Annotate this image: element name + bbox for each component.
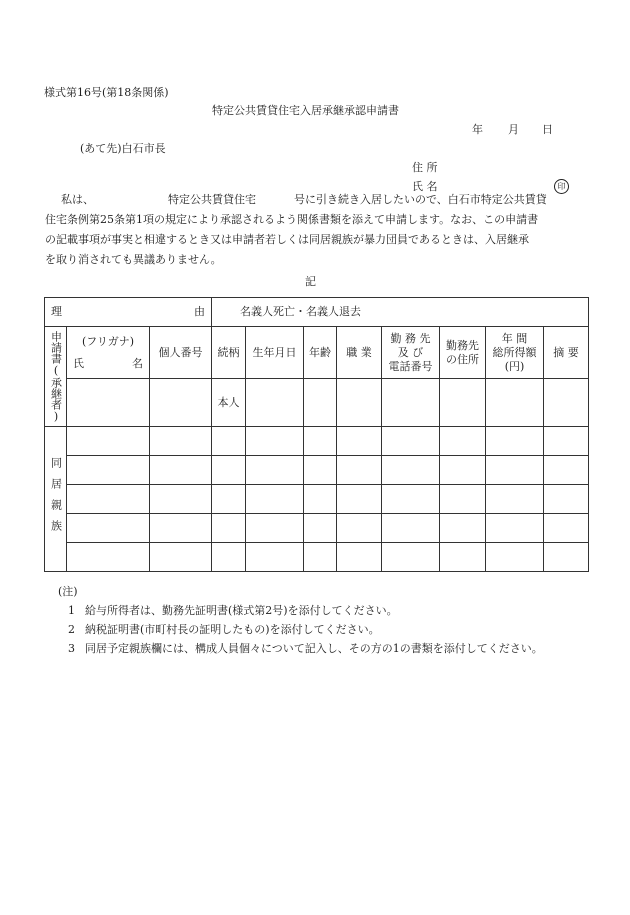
family-row bbox=[45, 485, 589, 514]
family-cell[interactable] bbox=[382, 456, 440, 485]
notes-heading: (注) bbox=[58, 585, 78, 598]
statement-line-1 bbox=[45, 190, 593, 210]
statement-line1-rest: 号に引き続き入居したいので、白石市特定公共賃貸 bbox=[294, 193, 547, 206]
note-number: 1 bbox=[68, 604, 75, 617]
col-name-a: 氏 bbox=[73, 356, 84, 370]
family-cell[interactable] bbox=[212, 456, 246, 485]
col-workplace bbox=[382, 327, 440, 379]
family-cell[interactable] bbox=[382, 514, 440, 543]
note-text: 納税証明書(市町村長の証明したもの)を添付してください。 bbox=[85, 623, 380, 636]
col-income-line3: (円) bbox=[504, 359, 525, 373]
applicant-age-cell[interactable] bbox=[304, 379, 337, 427]
family-cell[interactable] bbox=[486, 485, 544, 514]
statement-line-3: の記載事項が事実と相違するとき又は申請者若しくは同居親族が暴力団員であるときは、入居継承 bbox=[45, 233, 529, 246]
col-birth: 生年月日 bbox=[246, 327, 304, 379]
family-cell[interactable] bbox=[337, 456, 382, 485]
col-age: 年齢 bbox=[304, 327, 337, 379]
family-cell[interactable] bbox=[246, 543, 304, 572]
ki-label: 記 bbox=[305, 275, 316, 288]
family-cell[interactable] bbox=[486, 427, 544, 456]
family-cell[interactable] bbox=[246, 456, 304, 485]
col-work-address bbox=[440, 327, 486, 379]
note-number: 3 bbox=[68, 642, 75, 655]
applicant-name-cell[interactable] bbox=[67, 379, 150, 427]
applicant-job-cell[interactable] bbox=[337, 379, 382, 427]
addressee: (あて先)白石市長 bbox=[80, 142, 166, 155]
col-work-addr-line2: の住所 bbox=[446, 352, 480, 366]
family-row bbox=[45, 427, 589, 456]
reason-value: 名義人死亡・名義人退去 bbox=[212, 298, 589, 327]
statement-line-4: を取り消されても異議ありません。 bbox=[45, 253, 222, 266]
applicant-label-cell bbox=[45, 327, 67, 427]
address-label: 住 所 bbox=[412, 161, 438, 174]
family-cell[interactable] bbox=[67, 485, 150, 514]
reason-label-right: 由 bbox=[194, 305, 206, 318]
col-remarks: 摘 要 bbox=[544, 327, 589, 379]
family-cell[interactable] bbox=[382, 427, 440, 456]
family-cell[interactable] bbox=[337, 485, 382, 514]
family-cell[interactable] bbox=[304, 543, 337, 572]
seal-icon: 印 bbox=[554, 179, 569, 194]
family-row bbox=[45, 543, 589, 572]
note-item bbox=[68, 642, 543, 656]
family-cell[interactable] bbox=[150, 456, 212, 485]
family-cell[interactable] bbox=[150, 427, 212, 456]
reason-label-left: 理 bbox=[51, 305, 62, 318]
col-work-line2: 及 び bbox=[397, 345, 424, 359]
col-name-header bbox=[67, 327, 150, 379]
note-text: 給与所得者は、勤務先証明書(様式第2号)を添付してください。 bbox=[85, 604, 398, 617]
family-cell[interactable] bbox=[67, 456, 150, 485]
family-cell[interactable] bbox=[544, 543, 589, 572]
name-label: 氏 名 bbox=[412, 180, 438, 193]
applicant-id-cell[interactable] bbox=[150, 379, 212, 427]
note-number: 2 bbox=[68, 623, 75, 636]
family-cell[interactable] bbox=[304, 514, 337, 543]
family-cell[interactable] bbox=[382, 543, 440, 572]
family-row bbox=[45, 456, 589, 485]
family-cell[interactable] bbox=[246, 514, 304, 543]
reason-row bbox=[45, 298, 589, 327]
applicant-birth-cell[interactable] bbox=[246, 379, 304, 427]
date-day-label: 日 bbox=[542, 123, 553, 136]
family-cell[interactable] bbox=[67, 514, 150, 543]
document-title: 特定公共賃貸住宅入居承継承認申請書 bbox=[212, 104, 399, 117]
family-cell[interactable] bbox=[440, 427, 486, 456]
col-income-line1: 年 間 bbox=[501, 331, 528, 345]
family-cell[interactable] bbox=[212, 485, 246, 514]
applicant-label: 申請書(承継者) bbox=[49, 330, 63, 423]
family-cell[interactable] bbox=[246, 427, 304, 456]
applicant-relation-cell: 本人 bbox=[212, 379, 246, 427]
family-cell[interactable] bbox=[67, 427, 150, 456]
family-row bbox=[45, 514, 589, 543]
family-cell[interactable] bbox=[486, 456, 544, 485]
family-cell[interactable] bbox=[337, 427, 382, 456]
col-work-addr-line1: 勤務先 bbox=[446, 338, 480, 352]
family-cell[interactable] bbox=[150, 543, 212, 572]
family-cell[interactable] bbox=[212, 427, 246, 456]
col-job: 職 業 bbox=[337, 327, 382, 379]
note-item bbox=[68, 604, 398, 618]
family-cell[interactable] bbox=[304, 485, 337, 514]
application-statement bbox=[45, 190, 593, 270]
family-cell[interactable] bbox=[544, 514, 589, 543]
note-text: 同居予定親族欄には、構成人員個々について記入し、その方の1の書類を添付してください。 bbox=[85, 642, 543, 655]
family-cell[interactable] bbox=[544, 485, 589, 514]
col-work-line3: 電話番号 bbox=[388, 359, 433, 373]
family-cell[interactable] bbox=[382, 485, 440, 514]
family-cell[interactable] bbox=[304, 456, 337, 485]
family-cell[interactable] bbox=[486, 543, 544, 572]
family-cell[interactable] bbox=[440, 543, 486, 572]
family-cell[interactable] bbox=[150, 514, 212, 543]
family-cell[interactable] bbox=[150, 485, 212, 514]
col-income-line2: 総所得額 bbox=[492, 345, 537, 359]
applicant-workplace-cell[interactable] bbox=[382, 379, 440, 427]
applicant-remarks-cell[interactable] bbox=[544, 379, 589, 427]
family-cell[interactable] bbox=[544, 456, 589, 485]
family-cell[interactable] bbox=[486, 514, 544, 543]
family-cell[interactable] bbox=[246, 485, 304, 514]
form-number: 様式第16号(第18条関係) bbox=[44, 86, 169, 99]
family-cell[interactable] bbox=[212, 514, 246, 543]
col-name-label bbox=[67, 349, 149, 371]
date-year-label: 年 bbox=[472, 123, 483, 136]
col-work-line1: 勤 務 先 bbox=[390, 331, 431, 345]
family-cell[interactable] bbox=[440, 514, 486, 543]
col-income bbox=[486, 327, 544, 379]
family-cell[interactable] bbox=[212, 543, 246, 572]
statement-line1-housing: 特定公共賃貸住宅 bbox=[168, 193, 256, 206]
family-label-cell bbox=[45, 427, 67, 572]
family-label: 同居親族 bbox=[49, 457, 63, 541]
family-cell[interactable] bbox=[337, 514, 382, 543]
family-cell[interactable] bbox=[440, 456, 486, 485]
date-month-label: 月 bbox=[508, 123, 519, 136]
family-cell[interactable] bbox=[440, 485, 486, 514]
family-cell[interactable] bbox=[337, 543, 382, 572]
applicant-income-cell[interactable] bbox=[486, 379, 544, 427]
applicant-work-address-cell[interactable] bbox=[440, 379, 486, 427]
col-id: 個人番号 bbox=[150, 327, 212, 379]
col-relation: 続柄 bbox=[212, 327, 246, 379]
family-cell[interactable] bbox=[67, 543, 150, 572]
statement-line1-prefix: 私は、 bbox=[61, 193, 94, 206]
note-item bbox=[68, 623, 380, 637]
application-table bbox=[44, 297, 589, 572]
reason-label-cell bbox=[45, 298, 212, 327]
col-name-b: 名 bbox=[132, 356, 143, 370]
statement-line-2: 住宅条例第25条第1項の規定により承認されるよう関係書類を添えて申請します。なお、この申請書 bbox=[45, 213, 539, 226]
col-furigana: (フリガナ) bbox=[81, 334, 135, 348]
applicant-row bbox=[45, 379, 589, 427]
family-cell[interactable] bbox=[304, 427, 337, 456]
family-cell[interactable] bbox=[544, 427, 589, 456]
column-header-row bbox=[45, 327, 589, 379]
